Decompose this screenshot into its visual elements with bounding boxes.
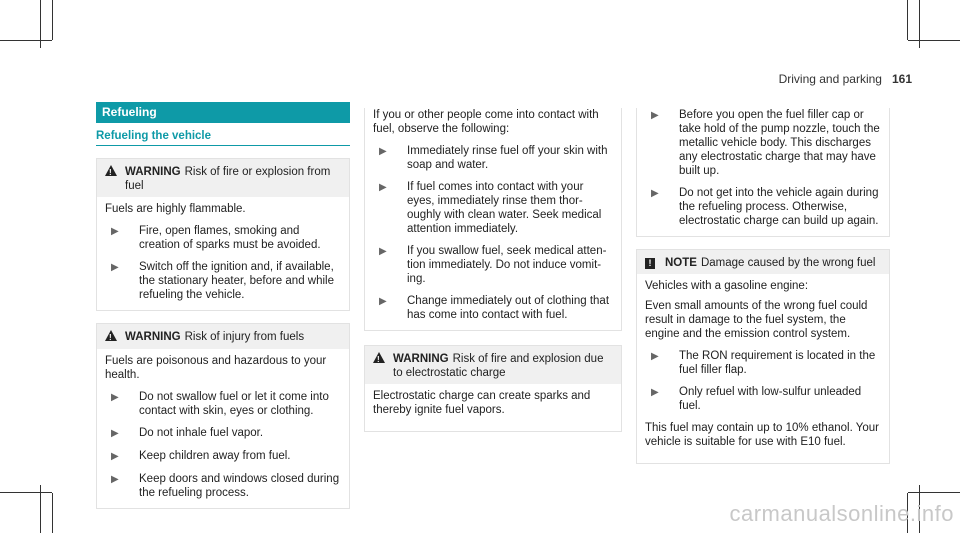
bullet-arrow-icon: ▶ bbox=[651, 387, 659, 398]
warning-box bbox=[96, 323, 350, 509]
list-item bbox=[105, 390, 341, 418]
bullet-arrow-icon: ▶ bbox=[111, 392, 119, 403]
note-box bbox=[636, 249, 890, 464]
list-item bbox=[373, 294, 613, 322]
list-item bbox=[105, 472, 341, 500]
crop-mark bbox=[907, 0, 908, 40]
note-paragraph: Even small amounts of the wrong fuel could result in damage to the fuel system, the engine and the emission control system. bbox=[645, 300, 868, 340]
bullet-text: Change immediately out of clothing that has come into contact with fuel. bbox=[407, 295, 610, 321]
note-exclamation-icon: ! bbox=[645, 258, 655, 269]
warning-text: Risk of fire and explosion due to electrostatic charge bbox=[393, 353, 604, 379]
bullet-text: Do not get into the vehicle again during the refueling process. Otherwise, electrostatic charge can build up again. bbox=[679, 187, 879, 227]
warning-body: Fuels are poisonous and hazardous to your health. bbox=[105, 355, 327, 381]
list-item bbox=[373, 180, 613, 236]
bullet-text: Keep doors and windows closed during the refueling process. bbox=[139, 473, 340, 499]
list-item bbox=[373, 244, 613, 286]
warning-label: WARNING bbox=[393, 353, 449, 365]
bullet-arrow-icon: ▶ bbox=[111, 474, 119, 485]
bullet-arrow-icon: ▶ bbox=[651, 351, 659, 362]
subheading: Refueling the vehicle bbox=[96, 130, 350, 146]
list-item bbox=[105, 449, 341, 464]
bullet-arrow-icon: ▶ bbox=[379, 296, 387, 307]
bullet-arrow-icon: ▶ bbox=[379, 246, 387, 257]
bullet-text: Before you open the fuel filler cap or take hold of the pump nozzle, touch the metallic vehicle body. This discharges any electrostatic charge that may have built up. bbox=[679, 109, 880, 177]
watermark: carmanualsonline.info bbox=[729, 501, 954, 526]
crop-mark bbox=[52, 0, 53, 40]
crop-mark bbox=[908, 40, 960, 41]
bullet-text: Keep children away from fuel. bbox=[139, 450, 291, 462]
warning-text: Risk of fire or explosion from fuel bbox=[125, 166, 331, 192]
warning-body: Electrostatic charge can create sparks and thereby ignite fuel vapors. bbox=[373, 390, 591, 416]
bullet-arrow-icon: ▶ bbox=[379, 182, 387, 193]
note-paragraph: This fuel may contain up to 10% ethanol. Your vehicle is suitable for use with E10 fuel. bbox=[645, 422, 879, 448]
warning-header bbox=[97, 159, 349, 197]
intro-paragraph: If you or other people come into contact with fuel, observe the following: bbox=[373, 109, 599, 135]
bullet-text: Switch off the ignition and, if available, the stationary heater, before and while refueling the vehicle. bbox=[139, 261, 334, 301]
bullet-arrow-icon: ▶ bbox=[111, 262, 119, 273]
warning-body: Fuels are highly flammable. bbox=[105, 203, 246, 215]
list-item bbox=[645, 186, 881, 228]
list-item bbox=[105, 260, 341, 302]
bullet-arrow-icon: ▶ bbox=[379, 146, 387, 157]
column-3 bbox=[636, 108, 890, 464]
bullet-text: If fuel comes into contact with your eyes, immediately rinse them thor- oughly with clean water. Seek medical attention immediately. bbox=[407, 181, 602, 235]
bullet-text: Do not swallow fuel or let it come into contact with skin, eyes or clothing. bbox=[139, 391, 329, 417]
note-label: NOTE bbox=[665, 257, 697, 269]
warning-triangle-icon bbox=[105, 165, 117, 176]
header-section: Driving and parking bbox=[778, 72, 882, 86]
column-2 bbox=[364, 108, 622, 432]
list-item bbox=[105, 426, 341, 441]
list-item bbox=[645, 349, 881, 377]
running-header bbox=[779, 72, 912, 86]
section-title: Refueling bbox=[96, 102, 350, 123]
bullet-text: The RON requirement is located in the fuel filler flap. bbox=[679, 350, 876, 376]
crop-mark bbox=[908, 492, 960, 493]
note-paragraph: Vehicles with a gasoline engine: bbox=[645, 280, 809, 292]
note-text: Damage caused by the wrong fuel bbox=[700, 257, 876, 269]
warning-label: WARNING bbox=[125, 166, 181, 178]
warning-header bbox=[97, 324, 349, 349]
warning-triangle-icon bbox=[105, 330, 117, 341]
bullet-arrow-icon: ▶ bbox=[651, 188, 659, 199]
warning-header bbox=[365, 346, 621, 384]
warning-label: WARNING bbox=[125, 331, 181, 343]
bullet-arrow-icon: ▶ bbox=[111, 451, 119, 462]
bullet-arrow-icon: ▶ bbox=[651, 110, 659, 121]
crop-mark bbox=[0, 40, 52, 41]
bullet-text: Only refuel with low-sulfur unleaded fuel. bbox=[679, 386, 862, 412]
bullet-text: Immediately rinse fuel off your skin with soap and water. bbox=[407, 145, 608, 171]
crop-mark bbox=[0, 492, 52, 493]
warning-triangle-icon bbox=[373, 352, 385, 363]
crop-mark bbox=[52, 493, 53, 533]
bullet-text: Do not inhale fuel vapor. bbox=[139, 427, 264, 439]
note-header bbox=[637, 250, 889, 274]
list-item bbox=[645, 108, 881, 178]
list-item bbox=[373, 144, 613, 172]
page-number: 161 bbox=[891, 72, 912, 86]
warning-text: Risk of injury from fuels bbox=[184, 331, 305, 343]
bullet-arrow-icon: ▶ bbox=[111, 226, 119, 237]
bullet-text: Fire, open flames, smoking and creation of sparks must be avoided. bbox=[139, 225, 321, 251]
warning-box bbox=[364, 345, 622, 432]
column-1 bbox=[96, 102, 350, 509]
list-item bbox=[645, 385, 881, 413]
warning-box bbox=[96, 158, 350, 311]
list-item bbox=[105, 224, 341, 252]
bullet-text: If you swallow fuel, seek medical atten- tion immediately. Do not induce vomit- ing. bbox=[407, 245, 607, 285]
bullet-arrow-icon: ▶ bbox=[111, 428, 119, 439]
